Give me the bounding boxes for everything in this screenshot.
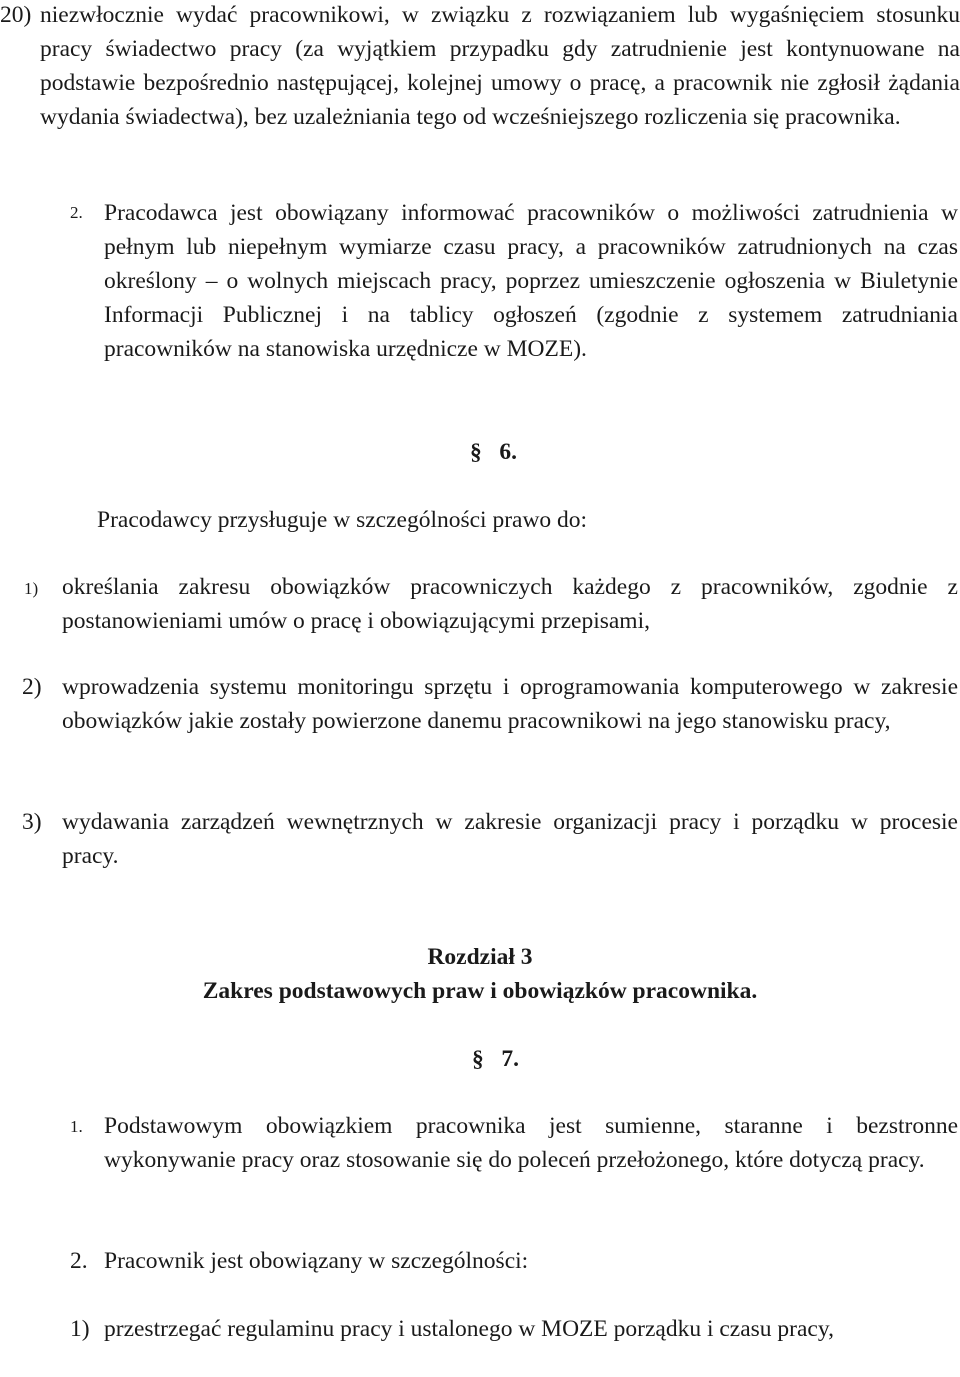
- chapter-subtitle: Zakres podstawowych praw i obowiązków pracownika.: [202, 978, 758, 1004]
- rights-item-1-number: 1): [24, 579, 39, 598]
- chapter-title: Rozdział 3: [427, 944, 533, 970]
- section-symbol: §: [472, 1046, 484, 1072]
- duties-item-1-text: przestrzegać regulaminu pracy i ustalonego w MOZE porządku i czasu pracy,: [104, 1316, 834, 1342]
- section-symbol: §: [470, 439, 482, 465]
- duties-item-1-number: 1): [70, 1316, 90, 1342]
- rights-item-2-text: wprowadzenia systemu monitoringu sprzętu i oprogramowania komputerowego w zakresie obowiązków jakie zostały powierzone danemu pracownikowi na jego stanowisku pracy,: [62, 674, 958, 734]
- duties-para-1-number: 1.: [70, 1117, 83, 1136]
- duties-para-2-text: Pracownik jest obowiązany w szczególności:: [104, 1248, 529, 1274]
- duties-para-1-text: Podstawowym obowiązkiem pracownika jest sumienne, staranne i bezstronne wykonywanie pracy oraz stosowanie się do poleceń przełożonego, które dotyczą pracy.: [104, 1113, 958, 1173]
- rights-item-2-number: 2): [22, 674, 42, 700]
- duties-para-2-number: 2.: [70, 1248, 88, 1274]
- item-20-text: niezwłocznie wydać pracownikowi, w związku z rozwiązaniem lub wygaśnięciem stosunku pracy świadectwo pracy (za wyjątkiem przypadku gdy zatrudnienie jest kontynuowane na podstawie bezpośrednio następującej, kolejnej umowy o pracę, a pracownik nie zgłosił żądania wydania świadectwa), bez uzależniania tego od wcześniejszego rozliczenia się pracownika.: [40, 2, 960, 130]
- rights-intro: Pracodawcy przysługuje w szczególności prawo do:: [97, 507, 588, 533]
- para-2-text: Pracodawca jest obowiązany informować pracowników o możliwości zatrudnienia w pełnym lub niepełnym wymiarze czasu pracy, a pracowników zatrudnionych na czas określony – o wolnych miejscach pracy, poprzez umieszczenie ogłoszenia w Biuletynie Informacji Publicznej i na tablicy ogłoszeń (zgodnie z systemem zatrudniania pracowników na stanowiska urzędnicze w MOZE).: [104, 200, 958, 362]
- item-20-number: 20): [0, 2, 32, 28]
- rights-item-1-text: określania zakresu obowiązków pracowniczych każdego z pracowników, zgodnie z postanowieniami umów o pracę i obowiązującymi przepisami,: [62, 574, 958, 634]
- section-6-heading: § 6.: [470, 439, 517, 465]
- para-2-number: 2.: [70, 203, 83, 222]
- rights-item-3-number: 3): [22, 809, 42, 835]
- section-7-heading: § 7.: [472, 1046, 519, 1072]
- rights-item-3-text: wydawania zarządzeń wewnętrznych w zakresie organizacji pracy i porządku w procesie pracy.: [62, 809, 958, 869]
